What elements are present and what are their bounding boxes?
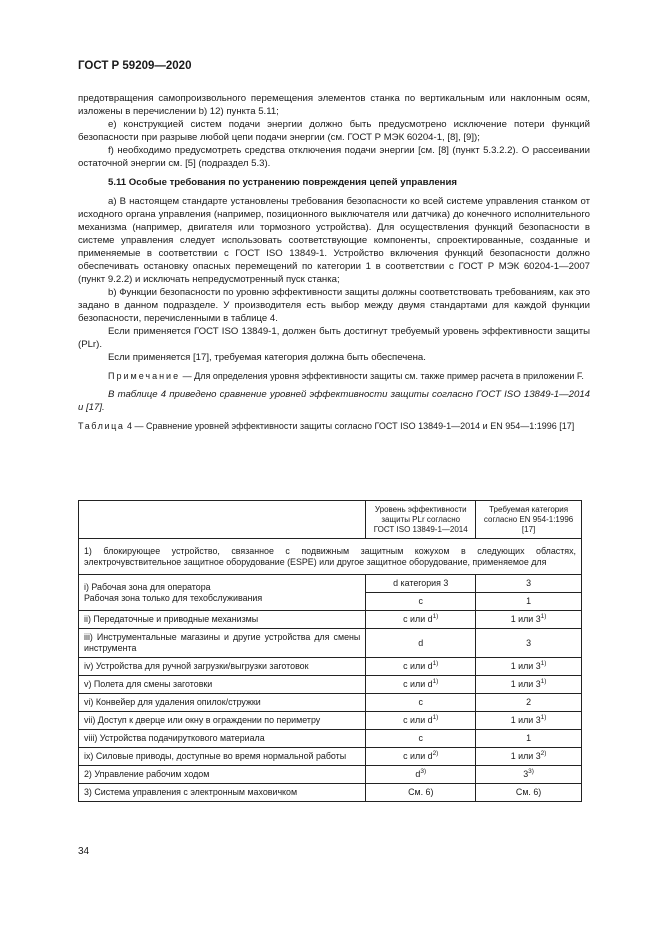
- row-label-text: v) Полета для смены заготовки: [84, 679, 213, 689]
- table-header-pl: Уровень эффективности защиты PLr согласно ГОСТ ISO 13849-1—2014: [366, 501, 476, 539]
- row-label-text: iii) Инструментальные магазины и другие устройства для смены инструмента: [84, 632, 361, 653]
- row-category-text: 1 или 3: [510, 715, 541, 725]
- row-label: [79, 658, 366, 676]
- row-pl: [366, 676, 476, 694]
- row-pl-text: c: [418, 697, 423, 707]
- table-row: [79, 575, 582, 593]
- row-pl: [366, 730, 476, 748]
- row-i-pl-2: c: [366, 593, 476, 611]
- row-label: [79, 712, 366, 730]
- row-pl-text: d: [418, 637, 424, 648]
- row-label-text: vi) Конвейер для удаления опилок/стружки: [84, 697, 261, 707]
- row-label: [79, 611, 366, 629]
- row-pl-text: c или d: [403, 661, 433, 671]
- span-cell: 1) блокирующее устройство, связанное с подвижным защитным кожухом в следующих областях, электрочувствительное защитное оборудование (ESPE) или другое защитное оборудование, применяемое для: [79, 539, 582, 575]
- note-label: Примечание: [108, 371, 181, 381]
- table-span-row: [79, 539, 582, 575]
- row-category: [476, 694, 582, 712]
- footnote-mark: 1): [432, 660, 439, 668]
- row-pl: [366, 766, 476, 784]
- row-i-label-line-1: i) Рабочая зона для оператора: [84, 581, 211, 592]
- footnote-mark: 1): [540, 660, 547, 668]
- footnote-mark: 3): [420, 768, 427, 776]
- table-row: [79, 730, 582, 748]
- row-category-text: 3: [523, 769, 529, 779]
- table-caption: [78, 420, 590, 432]
- row-category-text: 1: [526, 733, 532, 743]
- row-label-text: viii) Устройства подачируткового материала: [84, 733, 265, 743]
- row-label-text: iv) Устройства для ручной загрузки/выгрузки заготовок: [84, 661, 309, 671]
- row-category-text: 1 или 3: [510, 679, 541, 689]
- paragraph-e: e) конструкцией систем подачи энергии должно быть предусмотрено исключение потери функций безопасности при разрыве любой цепи подачи энергии (см. ГОСТ Р МЭК 60204-1, [8], [9]);: [78, 119, 590, 143]
- footnote-mark: 1): [432, 678, 439, 686]
- row-label: [79, 730, 366, 748]
- row-pl: [366, 611, 476, 629]
- document-header: ГОСТ Р 59209—2020: [78, 60, 192, 72]
- table-header-category: Требуемая категория согласно EN 954-1:1996 [17]: [476, 501, 582, 539]
- table-row: [79, 658, 582, 676]
- row-label: [79, 766, 366, 784]
- row-category: [476, 748, 582, 766]
- row-category: [476, 766, 582, 784]
- row-category: [476, 676, 582, 694]
- table-header-empty: [79, 501, 366, 539]
- footnote-mark: 1): [540, 613, 547, 621]
- paragraph-1: предотвращения самопроизвольного перемещения элементов станка по вертикальным или наклонным осям, изложены в перечислении b) 12) пункта 5.11;: [78, 93, 590, 117]
- table-header-row: [79, 501, 582, 539]
- row-pl-text: c или d: [403, 614, 433, 624]
- footnote-mark: 2): [540, 750, 547, 758]
- row-label: [79, 784, 366, 802]
- row-category-text: 1 или 3: [510, 614, 541, 624]
- row-label: [79, 629, 366, 658]
- row-pl: [366, 784, 476, 802]
- paragraph-if-gost: Если применяется ГОСТ ISO 13849-1, должен быть достигнут требуемый уровень эффективности защиты (PLr).: [78, 326, 590, 350]
- row-category-text: 1 или 3: [510, 751, 541, 761]
- section-title: 5.11 Особые требования по устранению повреждения цепей управления: [108, 177, 457, 188]
- row-category: [476, 629, 582, 658]
- table-row: [79, 748, 582, 766]
- comparison-table: [78, 500, 582, 802]
- paragraph-a: а) В настоящем стандарте установлены требования безопасности ко всей системе управления станком от исходного органа управления (например, позиционного выключателя или датчика) до конечного исполнительного механизма (например, двигателя или тормозного устройства). Для осуществления функций безопасности в системе управления следует использовать соответствующие компоненты, спроектированные, созданные и применяемые в соответствии с ГОСТ ISO 13849-1. Устройство включения функций безопасности должно обеспечивать остановку опасных перемещений по категории 1 в соответствии с ГОСТ Р МЭК 60204-1—2007 (пункт 9.2.2) и исключать непредусмотренный пуск станка;: [78, 196, 590, 285]
- row-i-pl-1: d категория 3: [366, 575, 476, 593]
- table-row: [79, 676, 582, 694]
- row-category-text: 1 или 3: [510, 661, 541, 671]
- table-row: [79, 611, 582, 629]
- paragraph-table-intro: В таблице 4 приведено сравнение уровней эффективности защиты согласно ГОСТ ISO 13849-1—2014 и [17].: [78, 389, 590, 413]
- row-pl-text: c или d: [403, 679, 433, 689]
- caption-text: 4 — Сравнение уровней эффективности защиты согласно ГОСТ ISO 13849-1—2014 и EN 954—1:1996 [17]: [124, 421, 575, 431]
- row-i-cat-1: 3: [476, 575, 582, 593]
- footnote-mark: 1): [432, 613, 439, 621]
- row-label: [79, 694, 366, 712]
- table-row: [79, 712, 582, 730]
- table-row: [79, 766, 582, 784]
- row-label-text: 2) Управление рабочим ходом: [84, 769, 210, 779]
- row-category-text: См. 6): [515, 787, 542, 797]
- table-row: [79, 694, 582, 712]
- note-text: — Для определения уровня эффективности защиты см. также пример расчета в приложении F.: [180, 371, 584, 381]
- row-category: [476, 784, 582, 802]
- row-label: [79, 748, 366, 766]
- table-body: [79, 611, 582, 802]
- row-i-label-line-2: Рабочая зона только для техобслуживания: [84, 592, 263, 603]
- page-number: 34: [78, 846, 90, 857]
- row-pl: [366, 658, 476, 676]
- row-i-cat-2: 1: [476, 593, 582, 611]
- paragraph-b: b) Функции безопасности по уровню эффективности защиты должны соответствовать требованиям, как это задано в данном подразделе. У производителя есть выбор между двумя стандартами для каждой функции безопасности, перечисленными в таблице 4.: [78, 287, 590, 324]
- row-i-label: [79, 575, 366, 611]
- footnote-mark: 1): [432, 714, 439, 722]
- caption-label: Таблица: [78, 421, 125, 431]
- row-label: [79, 676, 366, 694]
- row-pl: [366, 748, 476, 766]
- body-text: [78, 92, 590, 432]
- footnote-mark: 3): [528, 768, 534, 776]
- row-category: [476, 712, 582, 730]
- note: [78, 370, 590, 382]
- row-category: [476, 658, 582, 676]
- row-label-text: ix) Силовые приводы, доступные во время нормальной работы: [84, 751, 347, 761]
- row-pl-text: c: [418, 733, 423, 743]
- row-category-text: 2: [526, 697, 532, 707]
- paragraph-f: f) необходимо предусмотреть средства отключения подачи энергии [см. [8] (пункт 5.3.2.2). О рассеивании остаточной энергии см. [5] (подраздел 5.3).: [78, 145, 590, 169]
- row-pl: [366, 712, 476, 730]
- row-category: [476, 730, 582, 748]
- row-label-text: vii) Доступ к дверце или окну в ограждении по периметру: [84, 715, 321, 725]
- row-label-text: ii) Передаточные и приводные механизмы: [84, 614, 259, 624]
- footnote-mark: 1): [540, 678, 547, 686]
- row-pl-text: c или d: [403, 751, 433, 761]
- footnote-mark: 2): [432, 750, 439, 758]
- row-category: [476, 611, 582, 629]
- row-pl: [366, 629, 476, 658]
- table-row: [79, 629, 582, 658]
- table-row: [79, 784, 582, 802]
- row-pl-text: c или d: [403, 715, 433, 725]
- row-label-text: 3) Система управления с электронным маховичком: [84, 787, 298, 797]
- row-pl: [366, 694, 476, 712]
- row-category-text: 3: [526, 637, 532, 648]
- row-pl-text: См. 6): [408, 787, 434, 797]
- paragraph-if-17: Если применяется [17], требуемая категория должна быть обеспечена.: [108, 352, 426, 363]
- footnote-mark: 1): [540, 714, 547, 722]
- row-pl-text: d: [415, 769, 421, 779]
